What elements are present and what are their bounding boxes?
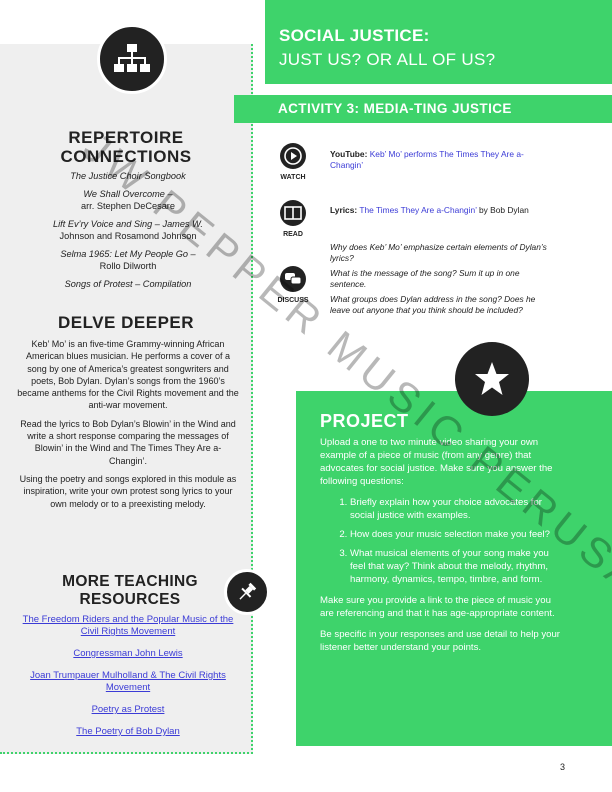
delve-deeper-title: DELVE DEEPER	[57, 313, 195, 332]
header-band	[265, 0, 612, 84]
header-title-line2: JUST US? OR ALL OF US?	[279, 50, 496, 69]
repertoire-item: Selma 1965: Let My People Go – Rollo Dilworth	[60, 249, 196, 271]
project-question: 3. What musical elements of your song make you feel that way? Think about the melody, rhythm, harmony, dynamics, tempo, timbre, and form.	[350, 547, 560, 586]
pushpin-icon	[224, 569, 270, 615]
project-questions	[320, 496, 560, 586]
header-title-line1: SOCIAL JUSTICE:	[279, 26, 430, 45]
delve-deeper-text	[16, 338, 240, 516]
resource-link[interactable]: Congressman John Lewis	[73, 648, 183, 659]
repertoire-item: Lift Ev’ry Voice and Sing – James W. Johnson and Rosamond Johnson	[53, 219, 203, 241]
resource-link[interactable]: Poetry as Protest	[91, 704, 165, 715]
watch-text: YouTube: Keb’ Mo’ performs The Times They Are a-Changin’	[330, 149, 524, 170]
resource-link[interactable]: Joan Trumpauer Mulholland & The Civil Rights Movement	[30, 670, 226, 693]
project-paragraph-2: Make sure you provide a link to the piece of music you are referencing and that it has age-appropriate content.	[320, 595, 555, 619]
discuss-label: DISCUSS	[277, 297, 309, 304]
page-number: 3	[560, 762, 566, 772]
delve-paragraph-1: Keb’ Mo’ is an five-time Grammy-winning African American blues musician. He performs a cover of a song by one of America’s greatest songwriters and poets, Bob Dylan. Dylan’s songs from the 1960’s became anthems for the Civil Rights movement and the anti-war movement.	[17, 339, 239, 411]
repertoire-item: The Justice Choir Songbook	[70, 171, 186, 181]
project-text	[320, 436, 560, 662]
read-text: Lyrics: The Times They Are a-Changin’ by Bob Dylan	[330, 205, 529, 215]
repertoire-item: We Shall Overcome – arr. Stephen DeCesare	[81, 189, 175, 211]
more-title-line1: MORE TEACHING	[62, 573, 198, 590]
resource-links	[14, 614, 242, 748]
discuss-question: Why does Keb’ Mo’ emphasize certain elements of Dylan’s lyrics?	[330, 242, 547, 263]
resource-link[interactable]: The Poetry of Bob Dylan	[76, 726, 180, 737]
resource-link[interactable]: The Freedom Riders and the Popular Music of the Civil Rights Movement	[22, 614, 234, 637]
activity-title: ACTIVITY 3: MEDIA-TING JUSTICE	[234, 95, 612, 123]
watch-link[interactable]: Keb’ Mo’ performs The Times They Are a-Changin’	[330, 149, 524, 170]
repertoire-list	[14, 170, 242, 296]
project-question: 1. Briefly explain how your choice advocates for social justice with examples.	[350, 496, 560, 522]
more-resources-title	[30, 573, 230, 609]
org-chart-icon	[97, 24, 167, 94]
repertoire-title	[10, 128, 242, 166]
repertoire-item: Songs of Protest – Compilation	[64, 279, 192, 289]
project-intro: Upload a one to two minute video sharing your own example of a piece of music (from any genre) that advocates for social justice. Make sure you answer the following questions:	[320, 437, 553, 487]
repertoire-title-line2: CONNECTIONS	[60, 147, 192, 166]
project-title: PROJECT	[320, 411, 409, 431]
watch-label: WATCH	[280, 174, 306, 181]
star-icon	[455, 342, 529, 416]
discuss-question: What is the message of the song? Sum it up in one sentence.	[330, 268, 520, 289]
book-icon	[280, 200, 306, 226]
repertoire-title-line1: REPERTOIRE	[68, 128, 184, 147]
project-question: 2. How does your music selection make you feel?	[350, 528, 560, 541]
chat-icon	[280, 266, 306, 292]
read-link[interactable]: The Times They Are a-Changin’	[359, 205, 477, 215]
delve-paragraph-3: Using the poetry and songs explored in this module as inspiration, write your own protest song lyrics to your own melody or to a preexisting melody.	[19, 473, 237, 509]
project-paragraph-3: Be specific in your responses and use detail to help your listener better understand your points.	[320, 629, 560, 653]
project-panel	[296, 391, 612, 746]
play-icon	[280, 143, 306, 169]
more-title-line2: RESOURCES	[79, 591, 181, 608]
watermark: JW PEPPER MUSIC PERUSAL	[74, 123, 612, 623]
discuss-question: What groups does Dylan address in the song? Does he leave out anyone that you think should be included?	[330, 294, 536, 315]
read-label: READ	[283, 231, 303, 238]
delve-paragraph-2: Read the lyrics to Bob Dylan’s Blowin’ in the Wind and write a short response comparing the messages of Blowin’ in the Wind and The Times They Are a-Changin’.	[20, 418, 236, 466]
